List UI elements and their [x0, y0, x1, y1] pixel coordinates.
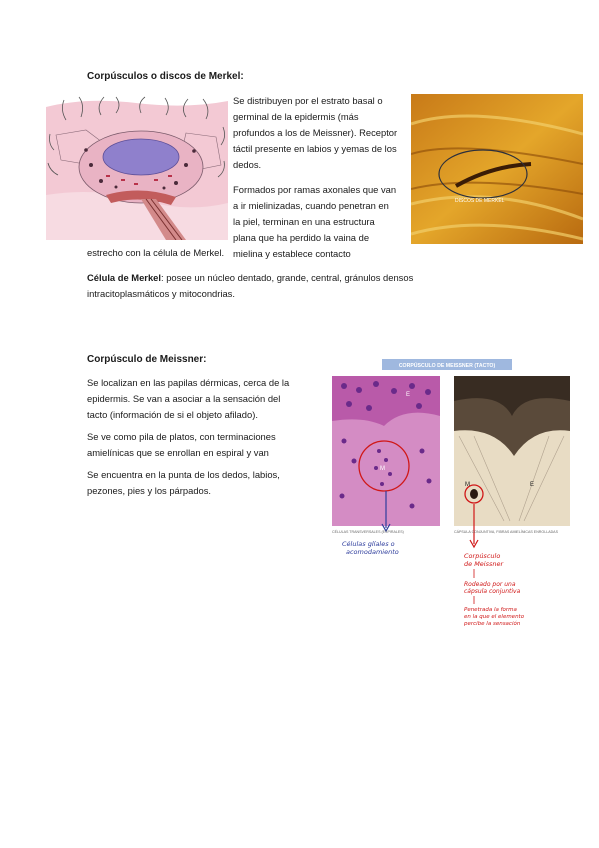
svg-text:Penetrada la forma en: Penetrada la forma en la que el elemento percibe la sensación — [464, 607, 525, 627]
merkel-photo-caption: DISCOS DE MERKEL — [455, 198, 505, 204]
merkel-illustration — [46, 95, 228, 240]
merkel-cell-text: : posee un núcleo dentado, grande, central, gránulos densos intracitoplasmáticos y mitocondrias. — [87, 272, 414, 299]
meissner-paragraph-2: Se ve como pila de platos, con terminaciones amielínicas que se enrollan en espiral y van — [87, 431, 276, 458]
meissner-paragraph-3: Se encuentra en la punta de los dedos, labios, pezones, pies y los párpados. — [87, 469, 280, 496]
merkel-cell-label: Célula de Merkel — [87, 272, 161, 283]
merkel-heading: Corpúsculos o discos de Merkel: — [87, 71, 244, 82]
meissner-text-block — [87, 375, 302, 499]
merkel-micrograph — [411, 94, 583, 244]
merkel-paragraph-2: Formados por ramas axonales que van a ir mielinizadas, cuando penetran en la piel, terminan en una estructura plana que ha perdido la vaina de mielina y establece contacto — [233, 184, 397, 259]
meissner-letter-m-left: M — [380, 466, 385, 472]
meissner-label-left: CÉLULAS TRANSVERSALES (ESPIRALES) — [332, 530, 404, 534]
meissner-letter-m-right: M — [465, 482, 470, 488]
meissner-letter-e-right: E — [530, 482, 535, 488]
meissner-label-right: CÁPSULA CONJUNTIVA, FIBRAS AMIELÍNICAS ENROLLADAS — [454, 530, 558, 534]
meissner-figure-title: CORPÚSCULO DE MEISSNER (TACTO) — [398, 363, 496, 369]
handwritten-note-blue: Células glíales o acomodamiento — [342, 540, 399, 556]
svg-text:Corpúsculo de Meissner: Corpúsculo de Meissner — [464, 552, 504, 568]
merkel-paragraph-1: Se distribuyen por el estrato basal o germinal de la epidermis (más profundos a los de Meissner). Receptor táctil presente en labios y yemas de los dedos. — [233, 95, 398, 170]
merkel-cell-description — [87, 270, 447, 302]
meissner-heading: Corpúsculo de Meissner: — [87, 354, 207, 365]
meissner-letter-e-left: E — [406, 392, 411, 398]
merkel-paragraph-2-continued: estrecho con la célula de Merkel. — [87, 247, 225, 258]
meissner-paragraph-1: Se localizan en las papilas dérmicas, cerca de la epidermis. Se van a asociar a la sensación del tacto (información de si el objeto afilado). — [87, 377, 290, 420]
meissner-figure — [324, 356, 578, 641]
svg-text:Rodeado por una cápsul: Rodeado por una cápsula conjuntiva — [464, 581, 521, 595]
merkel-text-block — [233, 93, 398, 262]
